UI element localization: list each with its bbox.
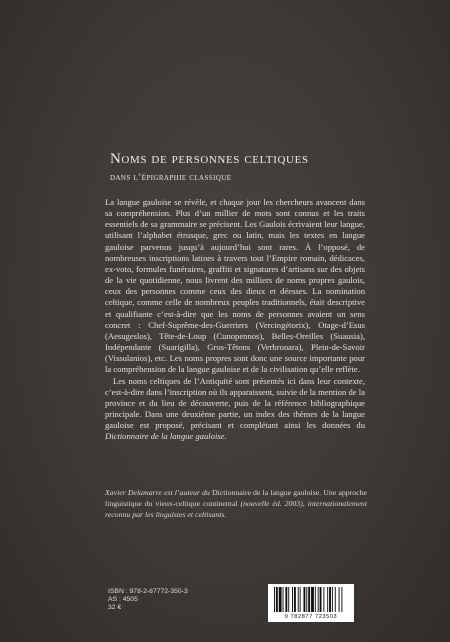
barcode-bar [329, 587, 331, 612]
blurb-paragraph-2-text: Les noms celtiques de l’Antiquité sont présentés ici dans leur contexte, c’est-à-dire dans l’inscription où ils apparaissent, suivie de la mention de la province et du lieu de découverte, puis de la référence bibliographique principale. Dans une deuxième partie, un index des thèmes de la langue gauloise est proposé, précisant et complétant ainsi les données du [105, 375, 365, 431]
barcode-bars [272, 587, 350, 613]
barcode-bar [303, 587, 305, 612]
barcode-bar [320, 587, 322, 612]
barcode-bar [300, 587, 301, 612]
author-name: Xavier Delamarre [105, 488, 162, 497]
price: 32 € [108, 604, 122, 612]
barcode-bar [306, 587, 307, 612]
isbn: ISBN : 978-2-87772-350-3 [108, 588, 188, 595]
barcode-bar [315, 587, 316, 612]
barcode-bar [276, 587, 278, 612]
barcode-bar [288, 587, 289, 612]
dictionary-title: Dictionnaire de la langue gauloise [105, 431, 225, 442]
barcode-bar [279, 587, 282, 612]
barcode-digits: 9 782877 723503 [284, 614, 338, 620]
as-code: AS : 4505 [108, 596, 138, 604]
barcode-bar [308, 587, 310, 612]
book-subtitle: dans l’épigraphie classique [110, 173, 232, 183]
barcode-bar [298, 587, 299, 612]
barcode-bar [341, 587, 342, 612]
blurb-paragraph-2 [105, 376, 365, 443]
book-title: Noms de personnes celtiques [110, 151, 309, 167]
blurb-paragraph-2-end: . [224, 431, 227, 442]
blurb-text [105, 197, 365, 442]
barcode-bar [339, 587, 340, 612]
barcode-bar [332, 587, 333, 612]
author-note [105, 487, 367, 520]
barcode-bar [294, 587, 296, 612]
barcode-bar [285, 587, 287, 612]
barcode-bar [274, 587, 275, 612]
barcode-bar [318, 587, 319, 612]
barcode [268, 584, 354, 622]
author-book: Dictionnaire de la langue gauloise. Une approche linguistique du vieux-celtique continental [105, 488, 367, 508]
barcode-bar [327, 587, 328, 612]
barcode-bar [292, 587, 293, 612]
barcode-bar [311, 587, 314, 612]
book-metadata [108, 588, 188, 613]
barcode-bar [323, 587, 324, 612]
barcode-bar [335, 587, 336, 612]
author-text: est l’auteur du [161, 488, 212, 497]
blurb-paragraph-1: La langue gauloise se révèle, et chaque jour les chercheurs avancent dans sa compréhension. Plus d’un millier de mots sont connus et les traits essentiels de sa grammaire se précisent. Les Gaulois écrivaient leur langue, utilisant l’alphabet étrusque, grec ou latin, mais les textes en langue gauloise parvenus jusqu’à aujourd’hui sont rares. À l’opposé, de nombreuses inscriptions latines à travers tout l’Empire romain, dédicaces, ex-voto, formules funéraires, graffiti et signatures d’artisans sur des objets de la vie quotidienne, nous livrent des milliers de noms propres gaulois, ceux des personnes comme ceux des dieux et déesses. La nomination celtique, comme celle de nombreux peuples traditionnels, était descriptive et qualifiante c’est-à-dire que les noms de personnes avaient un sens concret : Chef-Suprême-des-Guerriers (Vercingétorix), Otage-d’Esus (Aesugeslos), Tête-de-Loup (Cunopennos), Belles-Oreilles (Suausia), Indépendante (Suarigilla), Gros-Têtons (Verbronara), Plein-de-Savoir (Vissulanios), etc. Les noms propres sont donc une source importante pour la compréhension de la langue gauloise et de la civilisation qu’elle reflète. [105, 197, 365, 375]
author-edition: (nouvelle éd. 2003), internationalement reconnu par les linguistes et celtisants. [105, 499, 367, 519]
barcode-bar [283, 587, 284, 612]
